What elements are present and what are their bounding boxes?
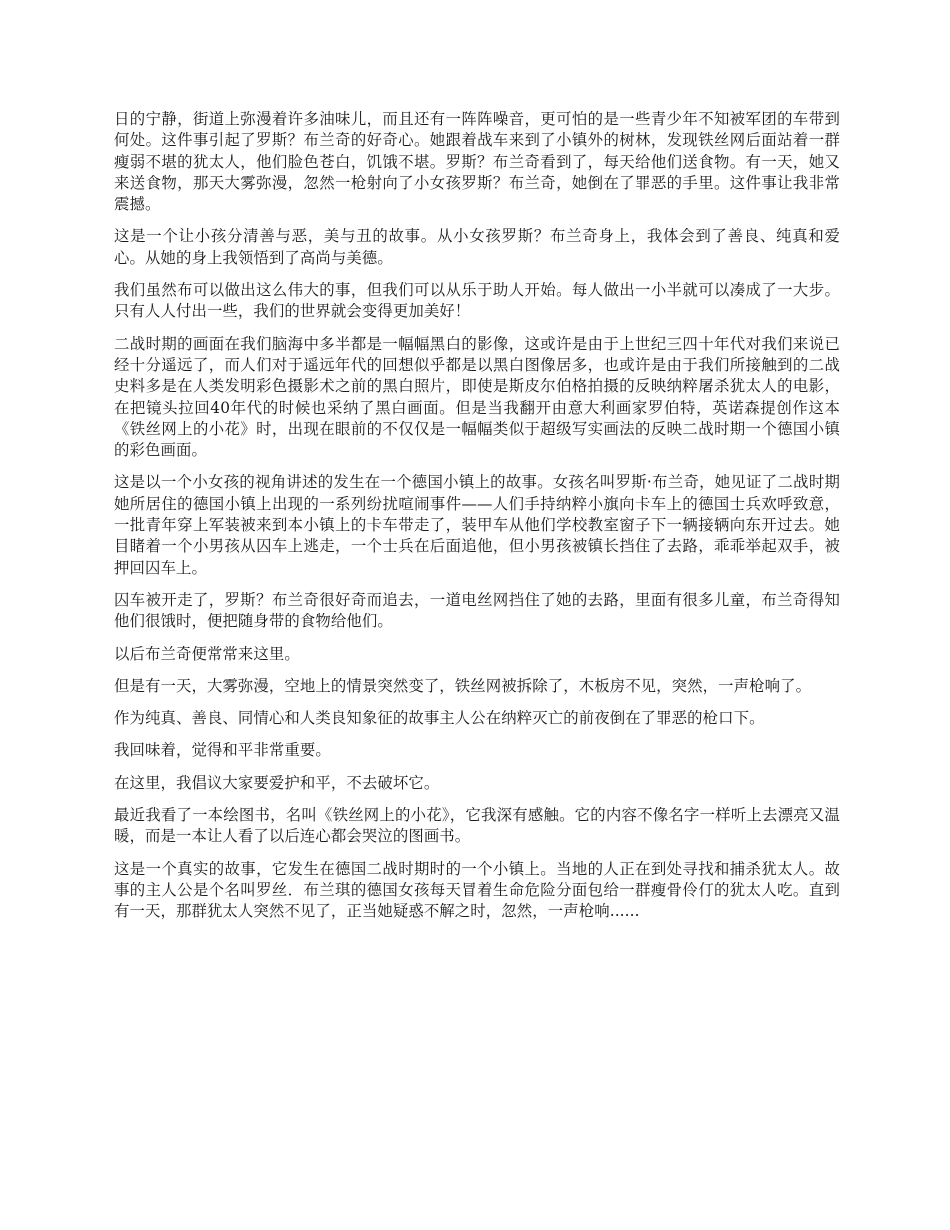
paragraph-3: 我们虽然布可以做出这么伟大的事，但我们可以从乐于助人开始。每人做出一小半就可以凑成了一大步。只有人人付出一些，我们的世界就会变得更加美好！ — [114, 281, 840, 321]
document-body — [114, 109, 840, 934]
paragraph-4: 二战时期的画面在我们脑海中多半都是一幅幅黑白的影像，这或许是由于上世纪三四十年代对我们来说已经十分遥远了，而人们对于遥远年代的回想似乎都是以黑白图像居多，也或许是由于我们所接触到的二战史料多是在人类发明彩色摄影术之前的黑白照片，即使是斯皮尔伯格拍摄的反映纳粹屠杀犹太人的电影，在把镜头拉回40年代的时候也采纳了黑白画面。但是当我翻开由意大利画家罗伯特，英诺森提创作这本《铁丝网上的小花》时，出现在眼前的不仅仅是一幅幅类似于超级写实画法的反映二战时期一个德国小镇的彩色画面。 — [114, 334, 840, 460]
paragraph-8: 但是有一天，大雾弥漫，空地上的情景突然变了，铁丝网被拆除了，木板房不见，突然，一声枪响了。 — [114, 676, 812, 695]
paragraph-1: 日的宁静，街道上弥漫着许多油味儿，而且还有一阵阵噪音，更可怕的是一些青少年不知被军团的车带到何处。这件事引起了罗斯？布兰奇的好奇心。她跟着战车来到了小镇外的树林，发现铁丝网后面站着一群瘦弱不堪的犹太人，他们脸色苍白，饥饿不堪。罗斯？布兰奇看到了，每天给他们送食物。有一天，她又来送食物，那天大雾弥漫，忽然一枪射向了小女孩罗斯？布兰奇，她倒在了罪恶的手里。这件事让我非常震撼。 — [114, 110, 840, 214]
paragraph-12: 最近我看了一本绘图书，名叫《铁丝网上的小花》，它我深有感触。它的内容不像名字一样听上去漂亮又温暖，而是一本让人看了以后连心都会哭泣的图画书。 — [114, 806, 840, 846]
paragraph-7: 以后布兰奇便常常来这里。 — [114, 644, 300, 663]
paragraph-5: 这是以一个小女孩的视角讲述的发生在一个德国小镇上的故事。女孩名叫罗斯·布兰奇，她见证了二战时期她所居住的德国小镇上出现的一系列纷扰喧闹事件——人们手持纳粹小旗向卡车上的德国士兵欢呼致意，一批青年穿上军装被来到本小镇上的卡车带走了，装甲车从他们学校教室窗子下一辆接辆向东开过去。她目睹着一个小男孩从囚车上逃走，一个士兵在后面追他，但小男孩被镇长挡住了去路，乖乖举起双手，被押回囚车上。 — [114, 473, 840, 577]
paragraph-10: 我回味着，觉得和平非常重要。 — [114, 741, 331, 760]
paragraph-11: 在这里，我倡议大家要爱护和平，不去破坏它。 — [114, 773, 440, 792]
paragraph-2: 这是一个让小孩分清善与恶，美与丑的故事。从小女孩罗斯？布兰奇身上，我体会到了善良、纯真和爱心。从她的身上我领悟到了高尚与美德。 — [114, 227, 840, 267]
paragraph-9: 作为纯真、善良、同情心和人类良知象征的故事主人公在纳粹灭亡的前夜倒在了罪恶的枪口下。 — [114, 709, 765, 728]
paragraph-13: 这是一个真实的故事，它发生在德国二战时期时的一个小镇上。当地的人正在到处寻找和捕杀犹太人。故事的主人公是个名叫罗丝．布兰琪的德国女孩每天冒着生命危险分面包给一群瘦骨伶仃的犹太人吃。直到有一天，那群犹太人突然不见了，正当她疑惑不解之时，忽然，一声枪响...... — [114, 859, 840, 921]
paragraph-6: 囚车被开走了，罗斯？布兰奇很好奇而追去，一道电丝网挡住了她的去路，里面有很多儿童，布兰奇得知他们很饿时，便把随身带的食物给他们。 — [114, 590, 840, 631]
